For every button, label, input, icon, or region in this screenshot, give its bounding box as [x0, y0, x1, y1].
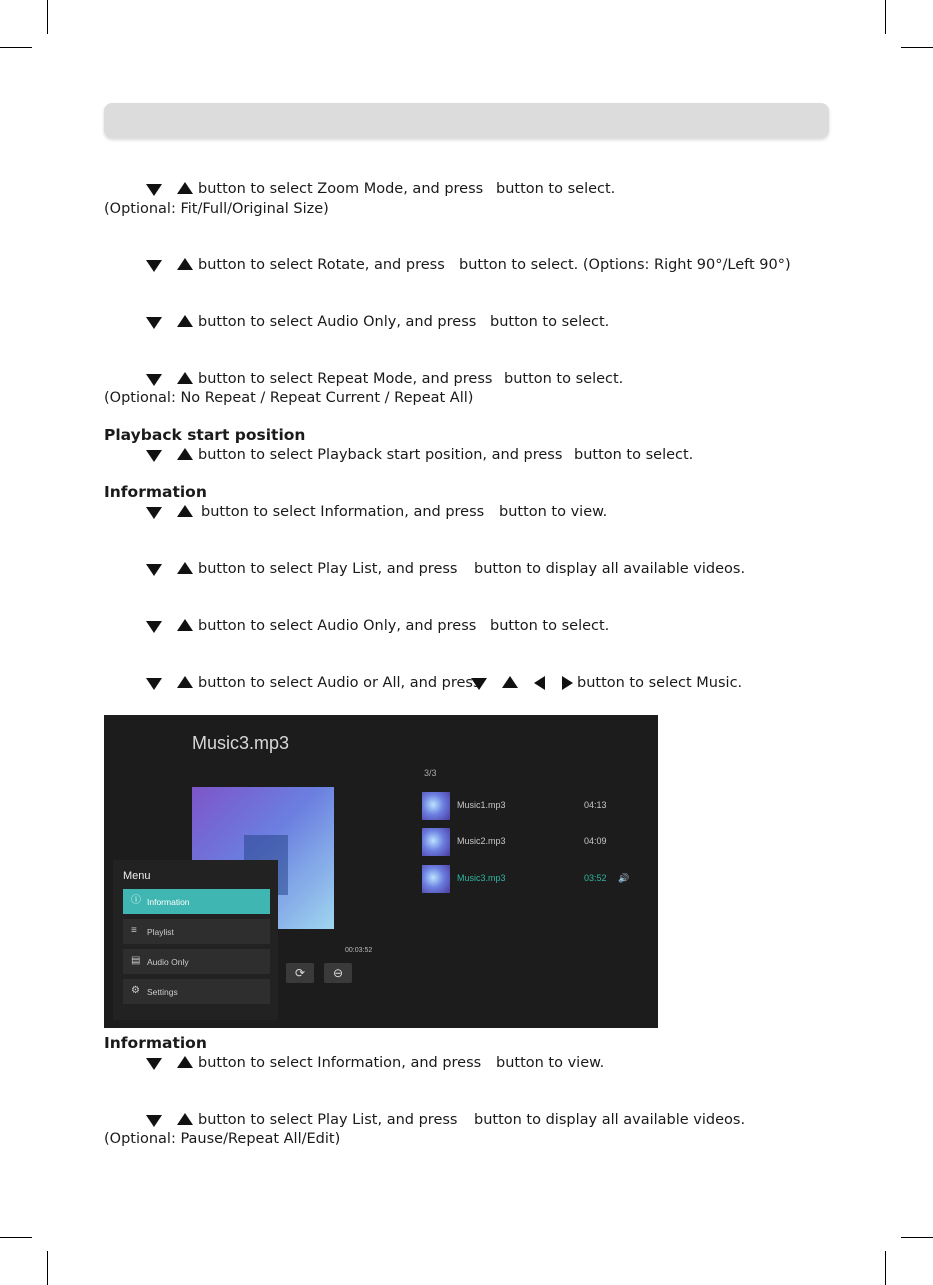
up-arrow-icon — [177, 619, 193, 631]
track-name: Music3.mp3 — [457, 873, 506, 883]
instruction-after: button to select. — [574, 447, 694, 463]
up-arrow-icon — [177, 258, 193, 270]
heading-information: Information — [104, 483, 207, 501]
down-arrow-icon — [146, 260, 162, 272]
track-count: 3/3 — [424, 768, 437, 778]
playlist-options: (Optional: Pause/Repeat All/Edit) — [104, 1131, 341, 1147]
menu-item-settings[interactable]: ⚙ Settings — [123, 979, 270, 1004]
screen-off-icon: ▤ — [131, 955, 141, 966]
instruction-after: button to select Music. — [577, 675, 743, 691]
zoom-options: (Optional: Fit/Full/Original Size) — [104, 201, 329, 217]
crop-mark — [901, 47, 933, 48]
repeat-options: (Optional: No Repeat / Repeat Current / Repeat All) — [104, 390, 474, 406]
crop-mark — [47, 0, 48, 34]
menu-item-information[interactable]: ⓘ Information — [123, 889, 270, 914]
instruction-after: button to display all available videos. — [474, 1112, 746, 1128]
instruction-text: button to select Play List, and press — [198, 561, 458, 577]
speaker-icon: 🔊 — [618, 873, 630, 883]
track-thumbnail — [422, 865, 450, 893]
down-arrow-icon — [471, 678, 487, 690]
instruction-after: button to select. (Options: Right 90°/Left 90°) — [459, 257, 791, 273]
track-thumbnail — [422, 792, 450, 820]
down-arrow-icon — [146, 1115, 162, 1127]
down-arrow-icon — [146, 564, 162, 576]
menu-title: Menu — [123, 870, 151, 882]
up-arrow-icon — [177, 448, 193, 460]
instruction-text: button to select Zoom Mode, and press — [198, 181, 484, 197]
track-name: Music1.mp3 — [457, 800, 506, 810]
track-duration: 04:09 — [584, 836, 607, 846]
section-banner — [104, 103, 829, 138]
instruction-after: button to display all available videos. — [474, 561, 746, 577]
playlist-icon: ≡ — [131, 925, 137, 936]
instruction-text: button to select Audio Only, and press — [198, 618, 477, 634]
up-arrow-icon — [177, 676, 193, 688]
info-icon: ⓘ — [131, 895, 141, 906]
track-thumbnail — [422, 828, 450, 856]
up-arrow-icon — [177, 1113, 193, 1125]
elapsed-time: 00:03:52 — [345, 947, 373, 954]
crop-mark — [47, 1251, 48, 1285]
instruction-after: button to select. — [496, 181, 616, 197]
track-item-playing[interactable] — [422, 865, 652, 893]
instruction-after: button to select. — [490, 618, 610, 634]
menu-item-audio-only[interactable]: ▤ Audio Only — [123, 949, 270, 974]
gear-icon: ⚙ — [131, 985, 140, 996]
instruction-text: button to select Information, and press — [198, 1055, 482, 1071]
crop-mark — [0, 1237, 32, 1238]
crop-mark — [901, 1237, 933, 1238]
down-arrow-icon — [146, 450, 162, 462]
down-arrow-icon — [146, 621, 162, 633]
crop-mark — [0, 47, 32, 48]
instruction-after: button to view. — [496, 1055, 605, 1071]
track-duration: 03:52 — [584, 873, 607, 883]
instruction-after: button to select. — [490, 314, 610, 330]
up-arrow-icon — [177, 562, 193, 574]
down-arrow-icon — [146, 1058, 162, 1070]
remove-button[interactable]: ⊖ — [324, 963, 352, 983]
music-player-screenshot — [104, 715, 658, 1028]
repeat-button[interactable]: ⟳ — [286, 963, 314, 983]
instruction-text: button to select Rotate, and press — [198, 257, 445, 273]
down-arrow-icon — [146, 507, 162, 519]
instruction-text: button to select Audio or All, and press — [198, 675, 481, 691]
instruction-text: button to select Playback start position, and press — [198, 447, 563, 463]
track-name: Music2.mp3 — [457, 836, 506, 846]
right-arrow-icon — [562, 676, 573, 690]
instruction-text: button to select Information, and press — [201, 504, 485, 520]
down-arrow-icon — [146, 317, 162, 329]
track-duration: 04:13 — [584, 800, 607, 810]
crop-mark — [885, 0, 886, 34]
heading-information-2: Information — [104, 1034, 207, 1052]
instruction-after: button to select. — [504, 371, 624, 387]
up-arrow-icon — [177, 182, 193, 194]
instruction-text: button to select Repeat Mode, and press — [198, 371, 493, 387]
track-item[interactable] — [422, 792, 652, 820]
options-menu — [113, 860, 278, 1020]
up-arrow-icon — [177, 1056, 193, 1068]
up-arrow-icon — [177, 315, 193, 327]
left-arrow-icon — [534, 676, 545, 690]
menu-item-playlist[interactable]: ≡ Playlist — [123, 919, 270, 944]
crop-mark — [885, 1251, 886, 1285]
up-arrow-icon — [177, 505, 193, 517]
down-arrow-icon — [146, 184, 162, 196]
down-arrow-icon — [146, 374, 162, 386]
up-arrow-icon — [177, 372, 193, 384]
up-arrow-icon — [502, 676, 518, 688]
down-arrow-icon — [146, 678, 162, 690]
instruction-text: button to select Play List, and press — [198, 1112, 458, 1128]
heading-playback-start: Playback start position — [104, 426, 306, 444]
track-item[interactable] — [422, 828, 652, 856]
instruction-text: button to select Audio Only, and press — [198, 314, 477, 330]
now-playing-title: Music3.mp3 — [192, 733, 290, 753]
instruction-after: button to view. — [499, 504, 608, 520]
